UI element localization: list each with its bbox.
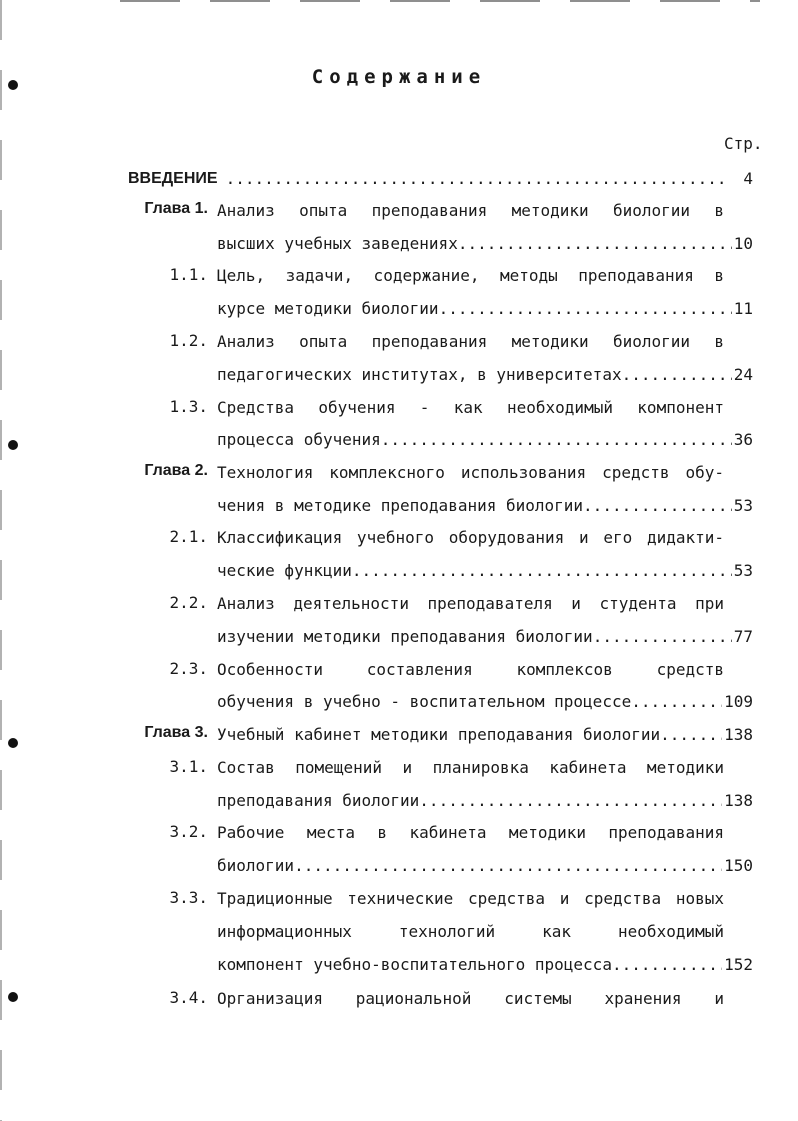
toc-leader-row <box>217 298 753 320</box>
toc-leader-row <box>217 724 753 746</box>
toc-page: 53 <box>733 496 753 515</box>
toc-leader-row <box>217 233 753 255</box>
leader-dots <box>612 954 722 976</box>
leader-dots <box>352 560 732 582</box>
toc-intro-row <box>128 168 753 190</box>
page-column-header: Стр. <box>724 134 763 153</box>
toc-page: 138 <box>724 791 753 810</box>
toc-line: Особенности составления комплексов средств <box>217 660 724 679</box>
toc-number: 1.2. <box>169 331 208 350</box>
toc-number: Глава 2. <box>144 462 208 479</box>
toc-number: Глава 3. <box>144 724 208 741</box>
toc-leader-row <box>217 626 753 648</box>
toc-number: 2.2. <box>169 593 208 612</box>
toc-line: Организация рациональной системы хранения и <box>217 989 724 1008</box>
intro-label: ВВЕДЕНИЕ <box>128 170 218 187</box>
toc-page: 77 <box>733 627 753 646</box>
toc-line-end: педагогических институтах, в университетах <box>217 365 622 384</box>
toc-line: Анализ деятельности преподавателя и студента при <box>217 594 724 613</box>
toc-line: Средства обучения - как необходимый компонент <box>217 398 724 417</box>
toc-line-end: процесса обучения <box>217 430 381 449</box>
toc-line-end: ческие функции <box>217 561 352 580</box>
toc-number: 2.1. <box>169 527 208 546</box>
toc-page: 138 <box>724 725 753 744</box>
toc-leader-row <box>217 560 753 582</box>
leader-dots <box>226 168 730 190</box>
leader-dots <box>381 429 732 451</box>
toc-line: Классификация учебного оборудования и его дидакти- <box>217 528 724 547</box>
punch-hole-mark <box>8 440 18 450</box>
toc-number: 3.1. <box>169 757 208 776</box>
leader-dots <box>593 626 732 648</box>
toc-leader-row <box>217 691 753 713</box>
scan-edge-top <box>120 0 760 2</box>
toc-line-end: преподавания биологии <box>217 791 420 810</box>
toc-leader-row <box>217 429 753 451</box>
toc-number: 2.3. <box>169 659 208 678</box>
toc-page: 10 <box>733 234 753 253</box>
toc-line-end: высших учебных заведениях <box>217 234 458 253</box>
toc-line: Рабочие места в кабинета методики преподавания <box>217 823 724 842</box>
leader-dots <box>419 790 722 812</box>
leader-dots <box>660 724 722 746</box>
toc-line: Анализ опыта преподавания методики биологии в <box>217 332 724 351</box>
toc-page: 150 <box>724 856 753 875</box>
toc-line-end: компонент учебно-воспитательного процесса <box>217 955 612 974</box>
page-title: Содержание <box>311 66 487 88</box>
toc-number: 1.1. <box>169 265 208 284</box>
toc-page: 53 <box>733 561 753 580</box>
toc-number: 1.3. <box>169 397 208 416</box>
toc-page: 36 <box>733 430 753 449</box>
toc-line: информационных технологий как необходимый <box>217 922 724 941</box>
punch-hole-mark <box>8 992 18 1002</box>
toc-line: Состав помещений и планировка кабинета методики <box>217 758 724 777</box>
toc-line: Цель, задачи, содержание, методы преподавания в <box>217 266 724 285</box>
toc-leader-row <box>217 495 753 517</box>
toc-line-end: чения в методике преподавания биологии <box>217 496 584 515</box>
intro-page: 4 <box>743 169 753 188</box>
toc-page: 109 <box>724 692 753 711</box>
toc-line-end: обучения в учебно - воспитательном процессе <box>217 692 632 711</box>
toc-line-end: изучении методики преподавания биологии <box>217 627 593 646</box>
toc-leader-row <box>217 855 753 877</box>
punch-hole-mark <box>8 738 18 748</box>
toc-line-end: Учебный кабинет методики преподавания биологии <box>217 725 661 744</box>
toc-line: Технология комплексного использования средств обу- <box>217 463 724 482</box>
toc-number: 3.3. <box>169 888 208 907</box>
leader-dots <box>622 364 732 386</box>
toc-line-end: биологии <box>217 856 295 875</box>
leader-dots <box>631 691 722 713</box>
toc-page: 11 <box>733 299 753 318</box>
toc-number: 3.4. <box>169 988 208 1007</box>
leader-dots <box>583 495 732 517</box>
leader-dots <box>294 855 722 877</box>
toc-page: 152 <box>724 955 753 974</box>
leader-dots <box>458 233 732 255</box>
toc-page: 24 <box>733 365 753 384</box>
leader-dots <box>439 298 732 320</box>
toc-leader-row <box>217 954 753 976</box>
toc-line: Анализ опыта преподавания методики биологии в <box>217 201 724 220</box>
toc-number: Глава 1. <box>144 200 208 217</box>
toc-line-end: курсе методики биологии <box>217 299 439 318</box>
toc-leader-row <box>217 364 753 386</box>
toc-line: Традиционные технические средства и средства новых <box>217 889 724 908</box>
toc-leader-row <box>217 790 753 812</box>
toc-number: 3.2. <box>169 822 208 841</box>
scan-edge-left <box>0 0 2 1121</box>
